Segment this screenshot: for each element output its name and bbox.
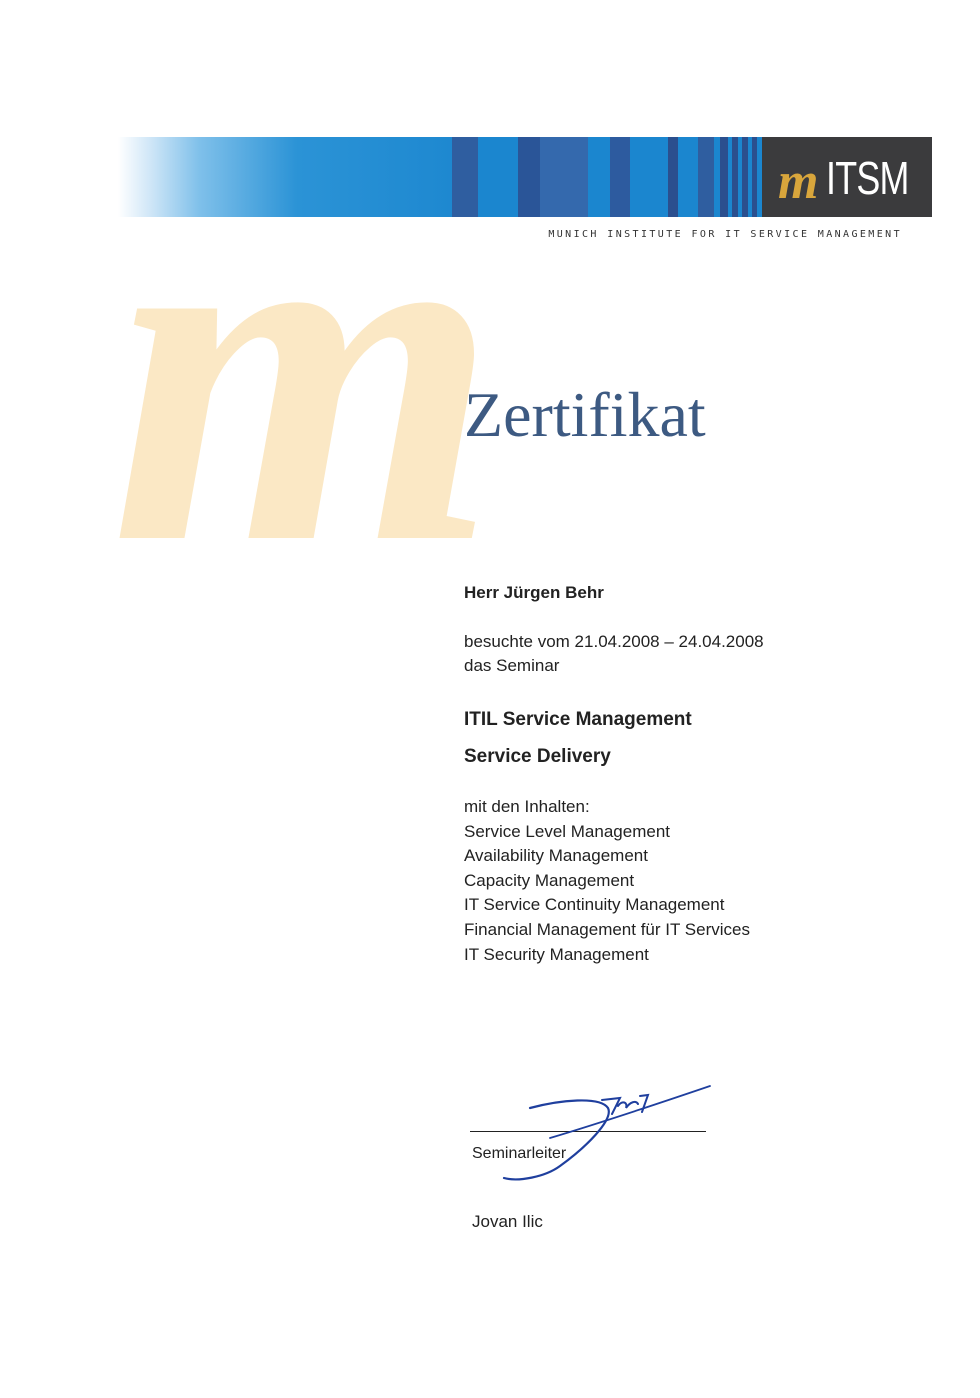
seminar-label: das Seminar — [464, 656, 560, 675]
contents-intro: mit den Inhalten: — [464, 797, 590, 816]
header-stripe — [698, 137, 714, 217]
certificate-title: Zertifikat — [464, 379, 706, 450]
header-stripe — [540, 137, 588, 217]
handwritten-signature — [490, 1078, 720, 1188]
header-stripe — [732, 137, 738, 217]
course-title: ITIL Service Management — [464, 709, 692, 730]
signatory-name: Jovan Ilic — [472, 1212, 543, 1231]
attendance-dates: besuchte vom 21.04.2008 – 24.04.2008 — [464, 632, 764, 651]
header-stripe — [752, 137, 757, 217]
logo-m-mark: m — [778, 153, 819, 210]
header-stripe — [588, 137, 610, 217]
header-stripe — [630, 137, 668, 217]
header-stripe — [742, 137, 748, 217]
contents-list — [464, 795, 750, 967]
list-item: IT Security Management — [464, 944, 649, 964]
header-stripe — [518, 137, 540, 217]
list-item: Financial Management für IT Services — [464, 919, 750, 939]
header-stripe — [668, 137, 678, 217]
header-stripe — [610, 137, 630, 217]
signature-role: Seminarleiter — [472, 1145, 567, 1162]
list-item: Service Level Management — [464, 821, 671, 841]
header-stripe — [678, 137, 698, 217]
list-item: Availability Management — [464, 846, 648, 866]
watermark-m: m — [110, 93, 499, 647]
recipient-name: Herr Jürgen Behr — [464, 583, 604, 602]
list-item: Capacity Management — [464, 870, 635, 890]
list-item: IT Service Continuity Management — [464, 895, 725, 915]
header-stripe — [720, 137, 728, 217]
institute-name: MUNICH INSTITUTE FOR IT SERVICE MANAGEMENT — [548, 229, 902, 240]
course-subtitle: Service Delivery — [464, 746, 611, 767]
logo-name: ITSM — [826, 152, 909, 204]
